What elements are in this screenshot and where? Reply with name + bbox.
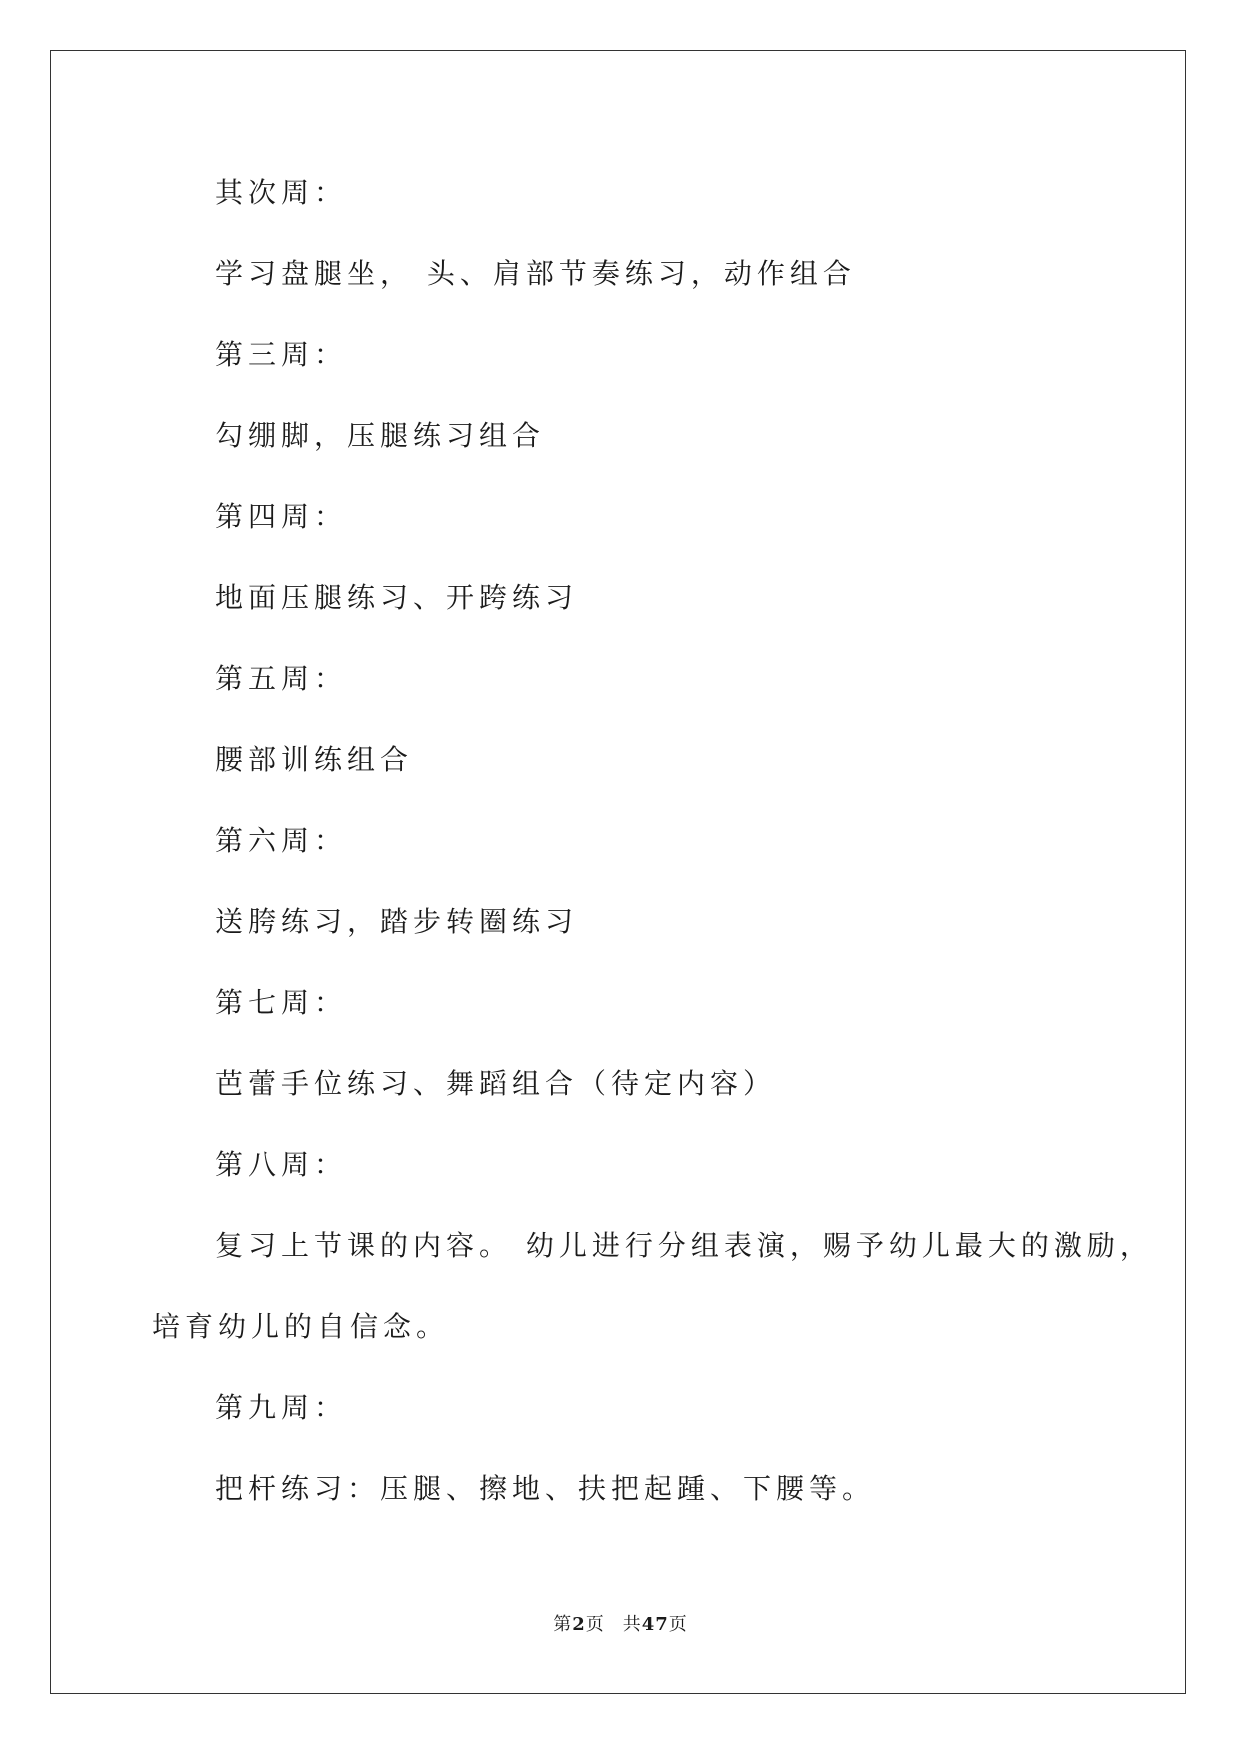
heading-week-9: 第九周： (215, 1391, 348, 1424)
page-prefix: 第 (553, 1614, 573, 1635)
paragraph-week-8-line-1: 复习上节课的内容。 幼儿进行分组表演，赐予幼儿最大的激励， (215, 1229, 1153, 1262)
heading-week-3: 第三周： (215, 338, 348, 371)
page-footer (0, 1610, 1241, 1636)
page-suffix: 页 (585, 1614, 605, 1635)
page-number: 2 (572, 1614, 586, 1635)
paragraph-week-9: 把杆练习：压腿、擦地、扶把起踵、下腰等。 (215, 1472, 876, 1505)
paragraph-week-7: 芭蕾手位练习、舞蹈组合（待定内容） (215, 1067, 777, 1100)
paragraph-week-3: 勾绷脚，压腿练习组合 (215, 419, 546, 452)
total-suffix: 页 (668, 1614, 688, 1635)
paragraph-week-8-line-2: 培育幼儿的自信念。 (152, 1310, 450, 1343)
heading-week-4: 第四周： (215, 500, 348, 533)
heading-week-6: 第六周： (215, 824, 348, 857)
paragraph-week-4: 地面压腿练习、开跨练习 (215, 581, 579, 614)
heading-week-8: 第八周： (215, 1148, 348, 1181)
heading-week-7: 第七周： (215, 986, 348, 1019)
total-pages: 47 (641, 1614, 669, 1635)
total-prefix: 共 (622, 1614, 642, 1635)
paragraph-week-6: 送胯练习，踏步转圈练习 (215, 905, 579, 938)
heading-week-5: 第五周： (215, 662, 348, 695)
paragraph-week-5: 腰部训练组合 (215, 743, 414, 776)
paragraph-week-2: 学习盘腿坐， 头、肩部节奏练习，动作组合 (215, 257, 856, 290)
heading-week-2: 其次周： (215, 176, 348, 209)
page-border (50, 50, 1186, 1694)
